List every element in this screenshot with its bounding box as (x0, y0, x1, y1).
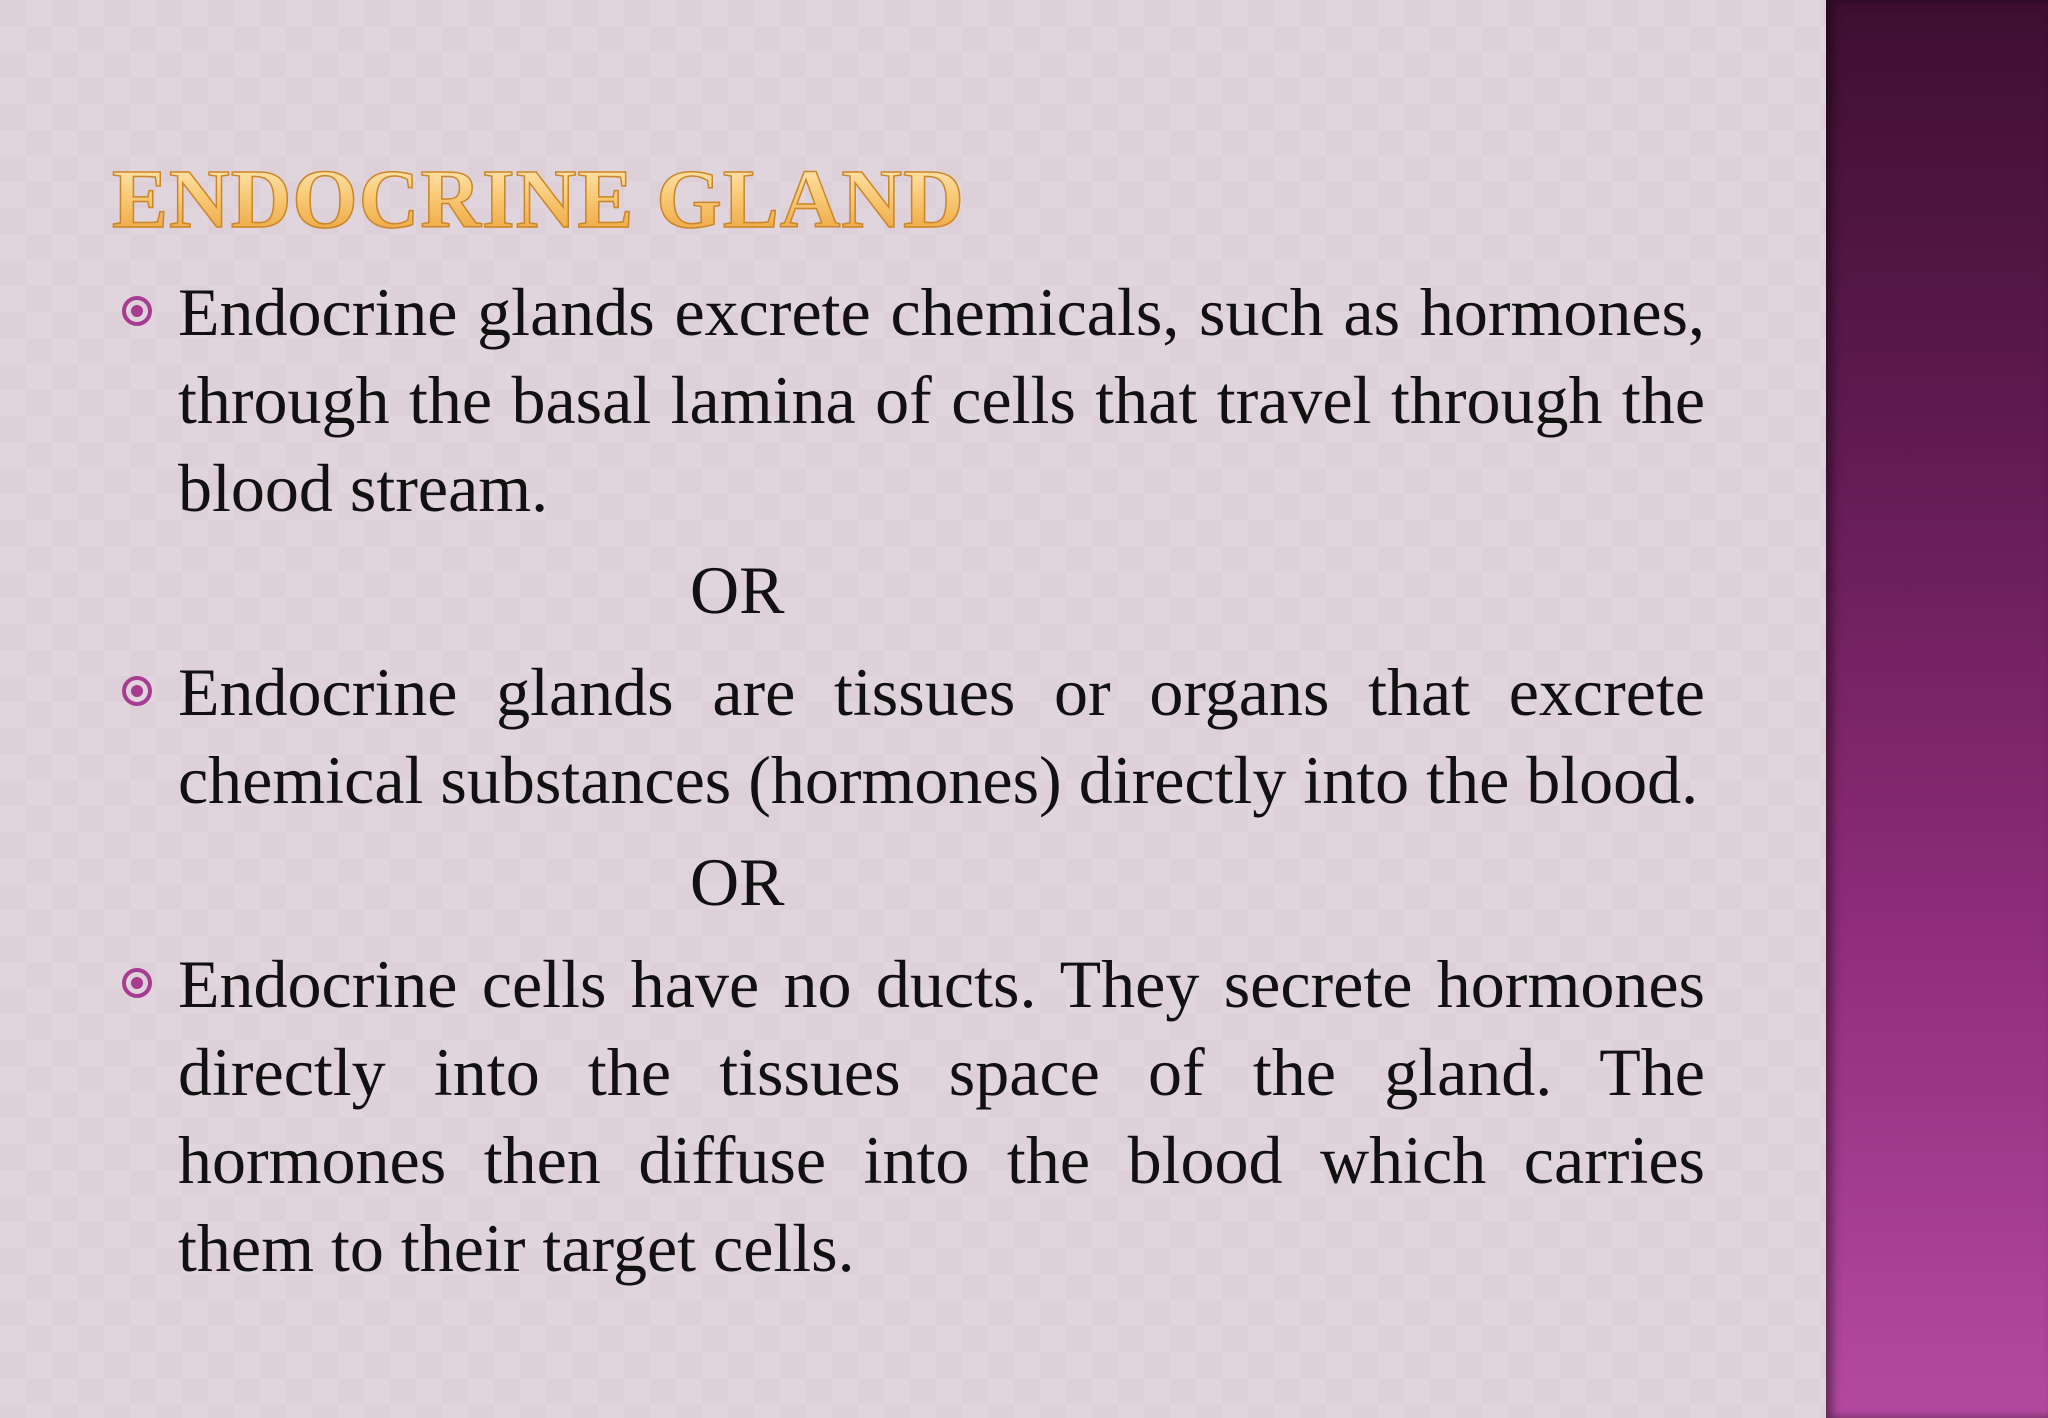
circle-dot-bullet-icon (122, 968, 152, 998)
decorative-side-bar (1826, 0, 2048, 1418)
circle-dot-bullet-icon (122, 296, 152, 326)
circle-dot-bullet-icon (122, 676, 152, 706)
bullet-item (120, 940, 1705, 1292)
slide-content (120, 268, 1705, 1292)
bullet-text: Endocrine glands are tissues or organs that excrete chemical substances (hormones) directly into the blood. (178, 654, 1705, 818)
bullet-text: Endocrine glands excrete chemicals, such as hormones, through the basal lamina of cells that travel through the blood stream. (178, 274, 1705, 526)
bullet-item (120, 268, 1705, 532)
bullet-item (120, 648, 1705, 824)
bullet-text: Endocrine cells have no ducts. They secrete hormones directly into the tissues space of the gland. The hormones then diffuse into the blood which carries them to their target cells. (178, 946, 1705, 1286)
or-separator: OR (690, 844, 785, 920)
slide-title: ENDOCRINE GLAND (112, 153, 965, 246)
or-separator: OR (690, 552, 785, 628)
